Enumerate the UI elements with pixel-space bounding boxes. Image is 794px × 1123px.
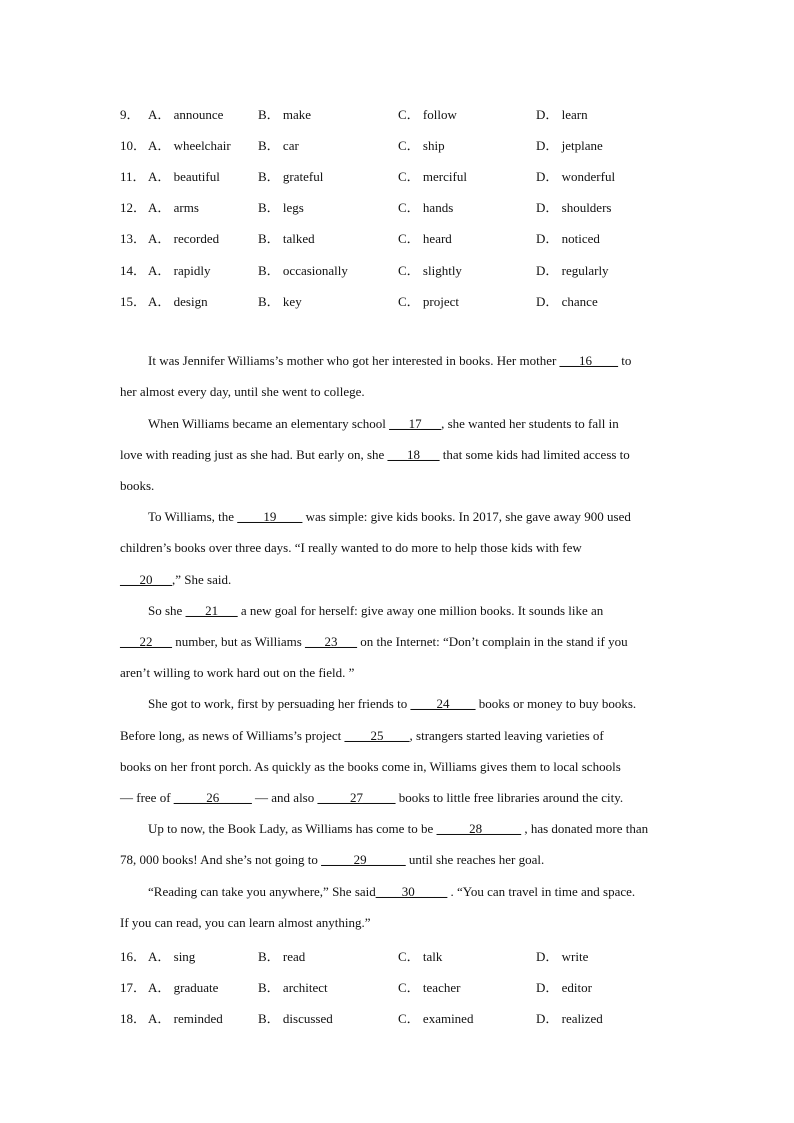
option-a: A． recorded — [148, 231, 220, 246]
text: on the Internet: “Don’t complain in the stand if you — [357, 634, 628, 649]
option-c: C． teacher — [398, 980, 461, 995]
question-number: 10． — [120, 138, 147, 153]
question-number: 17． — [120, 980, 147, 995]
option-b: B． car — [258, 138, 299, 153]
passage-line — [148, 353, 698, 369]
option-c: C． talk — [398, 949, 443, 964]
text: When Williams became an elementary school — [148, 416, 390, 431]
blank-20: ___20___ — [120, 572, 172, 587]
option-c: C． merciful — [398, 169, 467, 184]
option-b: B． discussed — [258, 1011, 333, 1026]
option-a: A． wheelchair — [148, 138, 231, 153]
blank-26: _____26_____ — [173, 790, 252, 805]
passage-line: children’s books over three days. “I really wanted to do more to help those kids with few — [120, 540, 582, 555]
blank-29: _____29______ — [321, 852, 406, 867]
option-c: C． hands — [398, 200, 454, 215]
option-a: A． arms — [148, 200, 199, 215]
question-9 — [0, 104, 794, 124]
option-a: A． rapidly — [148, 263, 211, 278]
option-a: A． sing — [148, 949, 196, 964]
blank-17: ___17___ — [389, 416, 442, 431]
option-a: A． design — [148, 294, 208, 309]
passage-line — [120, 572, 670, 588]
text: Up to now, the Book Lady, as Williams has come to be — [148, 821, 437, 836]
question-17 — [0, 977, 794, 997]
option-c: C． project — [398, 294, 460, 309]
question-11 — [0, 166, 794, 186]
blank-25: ____25____ — [344, 728, 410, 743]
passage-line — [120, 790, 670, 806]
option-a: A． announce — [148, 107, 224, 122]
passage-line: her almost every day, until she went to college. — [120, 384, 365, 399]
option-d: D． editor — [536, 980, 592, 995]
option-d: D． jetplane — [536, 138, 603, 153]
question-number: 13． — [120, 231, 147, 246]
passage-line — [148, 509, 698, 525]
passage-line — [148, 884, 698, 900]
question-12 — [0, 197, 794, 217]
passage-line — [120, 728, 670, 744]
text: books or money to buy books. — [475, 696, 637, 711]
blank-21: ___21___ — [185, 603, 238, 618]
blank-18: ___18___ — [387, 447, 440, 462]
passage-line — [120, 447, 670, 463]
passage-line: books. — [120, 478, 155, 493]
question-18 — [0, 1008, 794, 1028]
text: number, but as Williams — [172, 634, 306, 649]
option-b: B． read — [258, 949, 306, 964]
option-a: A． reminded — [148, 1011, 223, 1026]
text: So she — [148, 603, 186, 618]
passage-line: If you can read, you can learn almost anything.” — [120, 915, 371, 930]
text: was simple: give kids books. In 2017, she gave away 900 used — [302, 509, 631, 524]
question-13 — [0, 228, 794, 248]
blank-16: ___16____ — [559, 353, 619, 368]
blank-28: _____28______ — [436, 821, 522, 836]
option-d: D． shoulders — [536, 200, 612, 215]
text: , she wanted her students to fall in — [441, 416, 619, 431]
option-b: B． occasionally — [258, 263, 348, 278]
option-a: A． graduate — [148, 980, 219, 995]
question-14 — [0, 260, 794, 280]
text: Before long, as news of Williams’s project — [120, 728, 345, 743]
passage-line — [120, 852, 670, 868]
option-c: C． heard — [398, 231, 452, 246]
question-number: 15． — [120, 294, 147, 309]
option-b: B． make — [258, 107, 312, 122]
text: To Williams, the — [148, 509, 238, 524]
option-d: D． realized — [536, 1011, 603, 1026]
text: , has donated more than — [521, 821, 649, 836]
text: — and also — [251, 790, 318, 805]
text: “Reading can take you anywhere,” She said — [148, 884, 376, 899]
passage-line: aren’t willing to work hard out on the field. ” — [120, 665, 355, 680]
blank-19: ____19____ — [237, 509, 303, 524]
option-d: D． chance — [536, 294, 598, 309]
option-b: B． grateful — [258, 169, 324, 184]
option-a: A． beautiful — [148, 169, 220, 184]
passage-line: books on her front porch. As quickly as the books come in, Williams gives them to local schools — [120, 759, 621, 774]
text: until she reaches her goal. — [405, 852, 545, 867]
text: — free of — [120, 790, 174, 805]
text: to — [618, 353, 632, 368]
option-d: D． noticed — [536, 231, 600, 246]
question-16 — [0, 946, 794, 966]
blank-27: _____27_____ — [317, 790, 396, 805]
text: , strangers started leaving varieties of — [409, 728, 604, 743]
blank-30: ____30_____ — [375, 884, 448, 899]
option-c: C． follow — [398, 107, 457, 122]
question-number: 9． — [120, 107, 140, 122]
option-b: B． legs — [258, 200, 304, 215]
option-d: D． wonderful — [536, 169, 616, 184]
option-d: D． learn — [536, 107, 588, 122]
text: books to little free libraries around the city. — [395, 790, 624, 805]
question-15 — [0, 291, 794, 311]
option-b: B． architect — [258, 980, 328, 995]
question-number: 11． — [120, 169, 146, 184]
passage-line — [148, 821, 698, 837]
option-b: B． talked — [258, 231, 315, 246]
passage-line — [148, 416, 698, 432]
option-c: C． slightly — [398, 263, 462, 278]
question-number: 16． — [120, 949, 147, 964]
passage-line — [120, 634, 670, 650]
option-d: D． regularly — [536, 263, 609, 278]
text: 78, 000 books! And she’s not going to — [120, 852, 322, 867]
text: that some kids had limited access to — [439, 447, 630, 462]
text: She got to work, first by persuading her friends to — [148, 696, 411, 711]
passage-line — [148, 603, 698, 619]
option-c: C． examined — [398, 1011, 474, 1026]
blank-24: ____24____ — [410, 696, 476, 711]
text: a new goal for herself: give away one million books. It sounds like an — [237, 603, 604, 618]
text: ,” She said. — [172, 572, 232, 587]
text: It was Jennifer Williams’s mother who got her interested in books. Her mother — [148, 353, 560, 368]
passage-line — [148, 696, 698, 712]
option-b: B． key — [258, 294, 302, 309]
text: . “You can travel in time and space. — [447, 884, 636, 899]
option-d: D． write — [536, 949, 589, 964]
question-number: 14． — [120, 263, 147, 278]
text: love with reading just as she had. But early on, she — [120, 447, 388, 462]
blank-22: ___22___ — [120, 634, 172, 649]
option-c: C． ship — [398, 138, 445, 153]
blank-23: ___23___ — [305, 634, 358, 649]
question-number: 12． — [120, 200, 147, 215]
question-number: 18． — [120, 1011, 147, 1026]
question-10 — [0, 135, 794, 155]
